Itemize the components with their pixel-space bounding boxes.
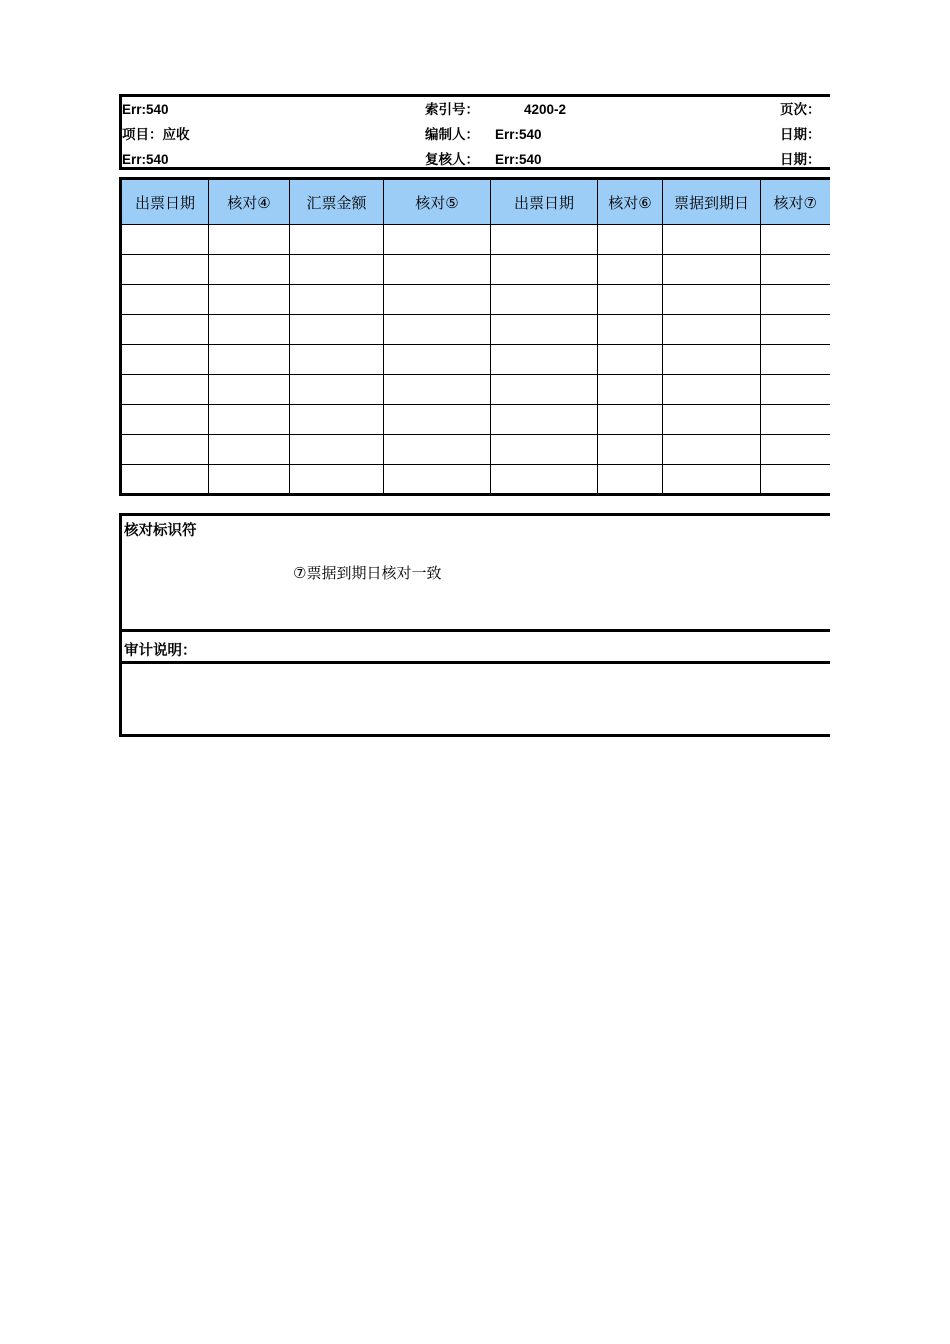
preparer-label: 编制人：: [425, 127, 479, 142]
table-cell[interactable]: [761, 315, 830, 345]
table-cell[interactable]: [384, 285, 491, 315]
table-cell[interactable]: [491, 285, 598, 315]
header-row1-left: Err:540: [122, 102, 169, 117]
table-cell[interactable]: [384, 315, 491, 345]
table-cell[interactable]: [491, 435, 598, 465]
table-cell[interactable]: [663, 255, 761, 285]
column-header-issue-date: 出票日期: [121, 179, 209, 225]
column-header-check-7: 核对⑦: [761, 179, 830, 225]
table-cell[interactable]: [598, 435, 663, 465]
table-row: [121, 255, 830, 285]
table-cell[interactable]: [121, 465, 209, 495]
table-cell[interactable]: [290, 435, 384, 465]
table-cell[interactable]: [761, 405, 830, 435]
column-header-issue-date-2: 出票日期: [491, 179, 598, 225]
table-body: [121, 225, 830, 495]
table-cell[interactable]: [663, 285, 761, 315]
table-cell[interactable]: [209, 405, 290, 435]
project-label: 项目：应收: [122, 127, 190, 142]
table-cell[interactable]: [598, 285, 663, 315]
table-cell[interactable]: [384, 375, 491, 405]
table-cell[interactable]: [598, 465, 663, 495]
reconciliation-table: [119, 177, 830, 496]
table-row: [121, 345, 830, 375]
column-header-check-5: 核对⑤: [384, 179, 491, 225]
table-cell[interactable]: [663, 225, 761, 255]
table-cell[interactable]: [121, 375, 209, 405]
table-cell[interactable]: [761, 345, 830, 375]
table-cell[interactable]: [761, 255, 830, 285]
table-cell[interactable]: [598, 225, 663, 255]
table-cell[interactable]: [761, 435, 830, 465]
audit-notes-label: 审计说明：: [124, 643, 197, 659]
table-cell[interactable]: [598, 315, 663, 345]
table-row: [121, 375, 830, 405]
marker-legend-item: ⑦票据到期日核对一致: [293, 564, 442, 582]
table-cell[interactable]: [290, 225, 384, 255]
table-cell[interactable]: [598, 375, 663, 405]
column-header-check-4: 核对④: [209, 179, 290, 225]
table-cell[interactable]: [384, 465, 491, 495]
index-label: 索引号：: [425, 102, 479, 117]
table-cell[interactable]: [663, 435, 761, 465]
table-cell[interactable]: [663, 375, 761, 405]
table-cell[interactable]: [209, 345, 290, 375]
notes-divider: [122, 629, 830, 632]
table-cell[interactable]: [491, 465, 598, 495]
table-cell[interactable]: [121, 345, 209, 375]
table-cell[interactable]: [384, 435, 491, 465]
table-cell[interactable]: [290, 315, 384, 345]
table-cell[interactable]: [209, 465, 290, 495]
table-cell[interactable]: [290, 285, 384, 315]
table-cell[interactable]: [121, 225, 209, 255]
table-cell[interactable]: [598, 345, 663, 375]
table-cell[interactable]: [290, 345, 384, 375]
index-value: 4200-2: [524, 102, 567, 117]
table-cell[interactable]: [491, 225, 598, 255]
table-cell[interactable]: [761, 225, 830, 255]
table-cell[interactable]: [663, 405, 761, 435]
column-header-check-6: 核对⑥: [598, 179, 663, 225]
table-row: [121, 225, 830, 255]
table-cell[interactable]: [121, 435, 209, 465]
table-cell[interactable]: [290, 465, 384, 495]
table-cell[interactable]: [121, 285, 209, 315]
table-row: [121, 315, 830, 345]
table-cell[interactable]: [290, 255, 384, 285]
audit-notes-area[interactable]: [122, 664, 830, 734]
table-cell[interactable]: [491, 405, 598, 435]
table-row: [121, 465, 830, 495]
table-cell[interactable]: [290, 405, 384, 435]
reviewer-value: Err:540: [495, 152, 542, 167]
table-row: [121, 435, 830, 465]
table-cell[interactable]: [290, 375, 384, 405]
table-cell[interactable]: [209, 225, 290, 255]
notes-section: [119, 513, 830, 737]
header-row3-left: Err:540: [122, 152, 169, 167]
date-label-2: 日期：: [780, 152, 821, 167]
column-header-draft-amount: 汇票金额: [290, 179, 384, 225]
table-cell[interactable]: [761, 465, 830, 495]
reviewer-label: 复核人：: [425, 152, 479, 167]
table-header-row: [121, 179, 830, 225]
marker-legend-label: 核对标识符: [124, 523, 197, 539]
preparer-value: Err:540: [495, 127, 542, 142]
table-cell[interactable]: [663, 345, 761, 375]
table-cell[interactable]: [121, 255, 209, 285]
table-cell[interactable]: [209, 435, 290, 465]
table-cell[interactable]: [384, 345, 491, 375]
table-cell[interactable]: [384, 255, 491, 285]
table-cell[interactable]: [121, 315, 209, 345]
table-cell[interactable]: [209, 375, 290, 405]
table-cell[interactable]: [209, 315, 290, 345]
table-cell[interactable]: [121, 405, 209, 435]
table-cell[interactable]: [663, 315, 761, 345]
table-cell[interactable]: [384, 225, 491, 255]
table-cell[interactable]: [209, 255, 290, 285]
table-cell[interactable]: [761, 375, 830, 405]
table-cell[interactable]: [598, 405, 663, 435]
table-cell[interactable]: [491, 255, 598, 285]
table-cell[interactable]: [598, 255, 663, 285]
table-cell[interactable]: [384, 405, 491, 435]
table-cell[interactable]: [209, 285, 290, 315]
date-label-1: 日期：: [780, 127, 821, 142]
table-row: [121, 285, 830, 315]
table-cell[interactable]: [491, 315, 598, 345]
page-label: 页次：: [780, 102, 821, 117]
table-cell[interactable]: [663, 465, 761, 495]
table-cell[interactable]: [761, 285, 830, 315]
column-header-due-date: 票据到期日: [663, 179, 761, 225]
table-cell[interactable]: [491, 345, 598, 375]
table-cell[interactable]: [491, 375, 598, 405]
document-header: [119, 94, 830, 170]
table-row: [121, 405, 830, 435]
